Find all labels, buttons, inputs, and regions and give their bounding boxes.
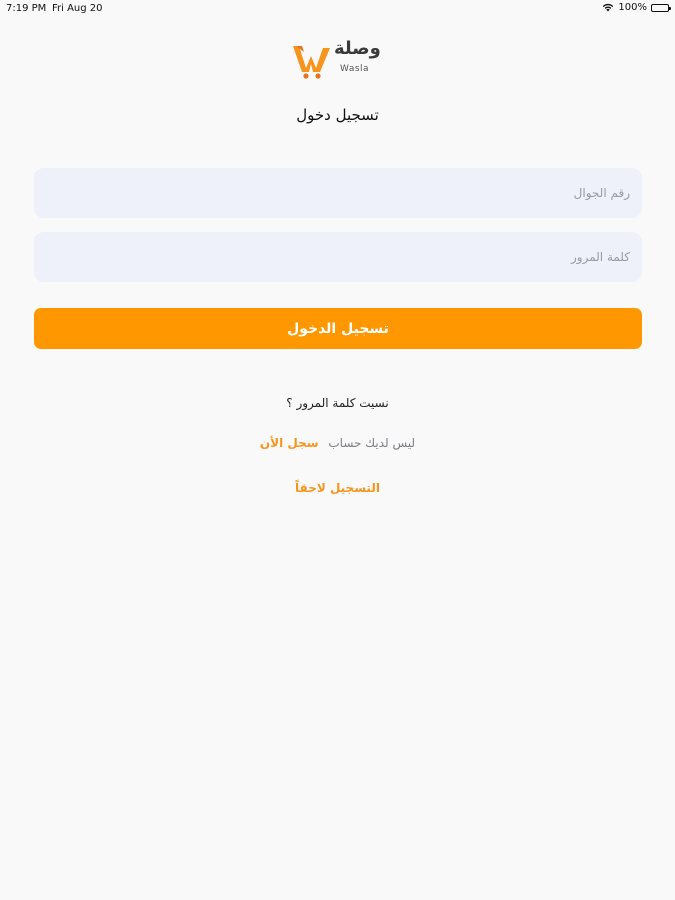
register-later-link[interactable]: التسجيل لاحقاً: [295, 481, 380, 495]
signup-row: [0, 436, 675, 450]
wifi-icon: [602, 3, 614, 12]
register-now-link[interactable]: سجل الأن: [259, 436, 319, 450]
password-input[interactable]: [34, 232, 642, 282]
status-date: Fri Aug 20: [52, 3, 103, 14]
forgot-password-link[interactable]: نسيت كلمة المرور ؟: [286, 396, 389, 410]
brand-name-en: Wasla: [340, 64, 370, 74]
status-bar: [0, 0, 675, 18]
battery-percent: 100%: [618, 2, 647, 13]
shopping-cart-w-icon: [292, 44, 334, 80]
brand-name-ar: وصلة: [334, 38, 381, 59]
page-title: تسجيل دخول: [296, 106, 379, 124]
login-button[interactable]: تسجيل الدخول: [34, 308, 642, 349]
phone-input[interactable]: [34, 168, 642, 218]
status-right: [602, 2, 669, 13]
no-account-text: ليس لديك حساب: [328, 436, 416, 450]
battery-icon: [651, 4, 669, 12]
wasla-logo: [292, 40, 388, 82]
status-time: 7:19 PM: [6, 3, 47, 14]
